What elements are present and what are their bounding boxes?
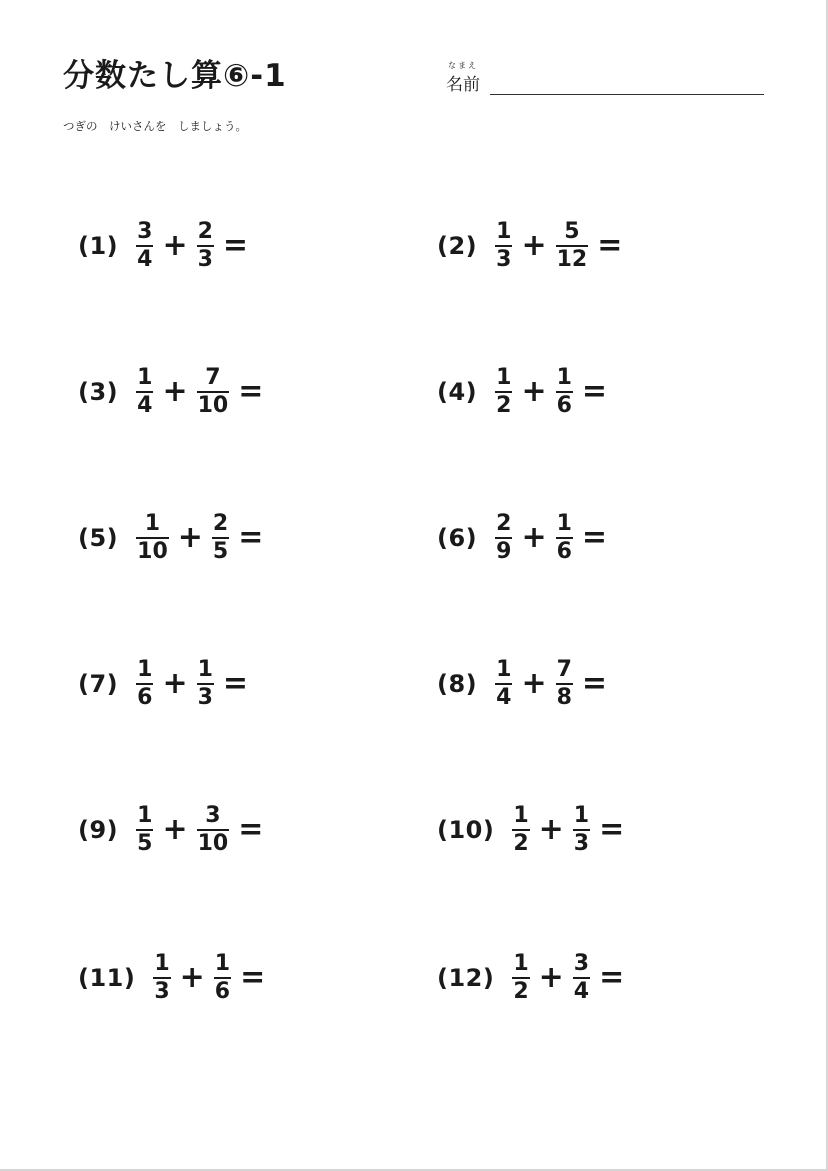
problem-number: (10) <box>437 816 495 844</box>
problem-item <box>78 652 248 716</box>
problem-item <box>437 946 624 1010</box>
worksheet-title: 分数たし算⑥-1 <box>63 58 287 94</box>
equals-sign: = <box>222 228 249 263</box>
denominator: 8 <box>556 685 572 711</box>
plus-sign: + <box>177 520 203 555</box>
numerator: 1 <box>154 950 170 976</box>
plus-sign: + <box>162 812 188 847</box>
numerator: 1 <box>513 802 529 828</box>
problem-item <box>78 506 263 570</box>
fraction-second <box>573 950 590 1005</box>
plus-sign: + <box>162 228 188 263</box>
fraction-second <box>197 802 230 857</box>
fraction-first <box>495 510 512 565</box>
plus-sign: + <box>521 666 547 701</box>
equals-sign: = <box>581 520 608 555</box>
numerator: 1 <box>137 364 153 390</box>
fraction-first <box>136 656 153 711</box>
numerator: 7 <box>205 364 221 390</box>
problem-item <box>437 652 607 716</box>
problem-number: (11) <box>78 964 136 992</box>
denominator: 4 <box>137 247 153 273</box>
fraction-first <box>153 950 170 1005</box>
denominator: 3 <box>573 831 590 857</box>
equals-sign: = <box>599 960 625 995</box>
problem-number: (4) <box>437 378 478 406</box>
numerator: 1 <box>513 950 529 976</box>
fraction-second <box>197 218 214 273</box>
numerator: 1 <box>197 656 213 682</box>
numerator: 3 <box>573 950 590 976</box>
denominator: 6 <box>137 685 153 711</box>
numerator: 7 <box>556 656 572 682</box>
fraction-first <box>136 364 153 419</box>
denominator: 10 <box>137 539 168 565</box>
equals-sign: = <box>581 374 608 409</box>
denominator: 3 <box>197 685 213 711</box>
problem-item <box>78 798 263 862</box>
equals-sign: = <box>599 812 625 847</box>
plus-sign: + <box>521 374 547 409</box>
plus-sign: + <box>179 960 205 995</box>
numerator: 2 <box>212 510 229 536</box>
denominator: 9 <box>496 539 512 565</box>
denominator: 5 <box>212 539 229 565</box>
denominator: 4 <box>573 979 590 1005</box>
equals-sign: = <box>581 666 608 701</box>
numerator: 1 <box>144 510 161 536</box>
numerator: 1 <box>496 656 512 682</box>
numerator: 1 <box>137 802 153 828</box>
equals-sign: = <box>238 520 264 555</box>
equals-sign: = <box>240 960 266 995</box>
plus-sign: + <box>162 374 188 409</box>
fraction-second <box>556 656 573 711</box>
fraction-second <box>197 656 214 711</box>
equals-sign: = <box>222 666 249 701</box>
plus-sign: + <box>538 812 564 847</box>
problem-number: (7) <box>78 670 119 698</box>
numerator: 1 <box>496 218 512 244</box>
plus-sign: + <box>162 666 188 701</box>
problem-number: (6) <box>437 524 478 552</box>
problem-number: (9) <box>78 816 119 844</box>
fraction-first <box>136 510 169 565</box>
numerator: 3 <box>205 802 221 828</box>
denominator: 2 <box>513 831 529 857</box>
fraction-first <box>495 364 512 419</box>
denominator: 10 <box>197 831 229 857</box>
numerator: 2 <box>496 510 512 536</box>
fraction-second <box>556 364 573 419</box>
numerator: 1 <box>137 656 153 682</box>
equals-sign: = <box>597 228 623 263</box>
fraction-first <box>495 218 512 273</box>
fraction-second <box>556 218 589 273</box>
denominator: 5 <box>137 831 153 857</box>
denominator: 6 <box>556 393 572 419</box>
fraction-second <box>214 950 231 1005</box>
name-field-block <box>446 60 766 100</box>
problem-item <box>78 946 265 1010</box>
fraction-first <box>512 802 529 857</box>
denominator: 2 <box>513 979 529 1005</box>
problem-item <box>437 360 607 424</box>
denominator: 3 <box>197 247 213 273</box>
fraction-first <box>495 656 512 711</box>
name-writing-line[interactable] <box>490 94 764 95</box>
fraction-second <box>197 364 230 419</box>
denominator: 2 <box>496 393 512 419</box>
equals-sign: = <box>238 812 264 847</box>
name-ruby: なまえ <box>448 61 478 70</box>
plus-sign: + <box>521 520 547 555</box>
fraction-second <box>212 510 229 565</box>
fraction-first <box>136 218 153 273</box>
problem-item <box>78 360 263 424</box>
problem-number: (1) <box>78 232 119 260</box>
denominator: 10 <box>197 393 229 419</box>
fraction-first <box>512 950 529 1005</box>
numerator: 1 <box>556 364 572 390</box>
denominator: 12 <box>556 247 588 273</box>
problem-number: (12) <box>437 964 495 992</box>
instruction-text: つぎの けいさんを しましょう。 <box>63 119 247 133</box>
plus-sign: + <box>538 960 564 995</box>
problem-item <box>437 798 624 862</box>
denominator: 4 <box>137 393 153 419</box>
fraction-second <box>556 510 573 565</box>
fraction-second <box>573 802 590 857</box>
denominator: 4 <box>496 685 512 711</box>
problem-number: (8) <box>437 670 478 698</box>
problem-item <box>78 214 248 278</box>
problem-item <box>437 506 607 570</box>
problem-item <box>437 214 622 278</box>
equals-sign: = <box>238 374 264 409</box>
problem-number: (3) <box>78 378 119 406</box>
plus-sign: + <box>521 228 547 263</box>
numerator: 1 <box>556 510 572 536</box>
problem-number: (5) <box>78 524 119 552</box>
denominator: 3 <box>154 979 170 1005</box>
numerator: 1 <box>214 950 231 976</box>
numerator: 1 <box>573 802 590 828</box>
denominator: 3 <box>496 247 512 273</box>
numerator: 3 <box>137 218 153 244</box>
problem-number: (2) <box>437 232 478 260</box>
numerator: 2 <box>197 218 213 244</box>
numerator: 1 <box>496 364 512 390</box>
fraction-first <box>136 802 153 857</box>
denominator: 6 <box>214 979 231 1005</box>
denominator: 6 <box>556 539 572 565</box>
numerator: 5 <box>564 218 580 244</box>
name-label: 名前 <box>446 75 480 95</box>
